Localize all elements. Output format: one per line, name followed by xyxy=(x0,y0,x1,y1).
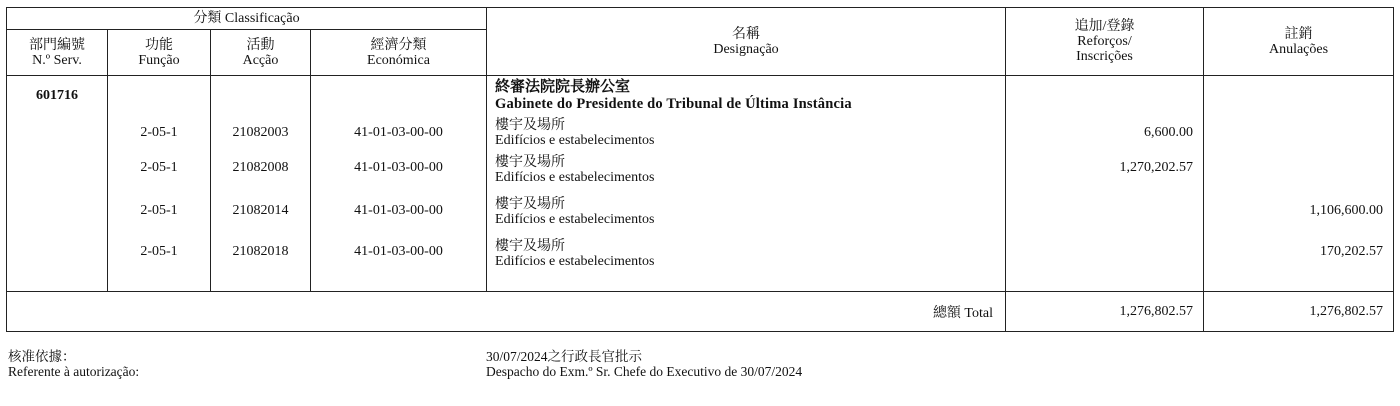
total-row xyxy=(7,292,1394,332)
despacho-pt: Despacho do Exm.º Sr. Chefe do Executivo de 30/07/2024 xyxy=(486,364,803,379)
anulacao-cell: 170,202.57 xyxy=(1320,244,1384,259)
accao-column xyxy=(211,76,311,292)
total-reforcos: 1,276,802.57 xyxy=(1006,292,1204,332)
economica-cell: 41-01-03-00-00 xyxy=(354,125,443,140)
designacao-pt: Edifícios e estabelecimentos xyxy=(495,254,655,269)
economica-header xyxy=(311,30,487,76)
serv-header-zh: 部門編號 xyxy=(29,37,85,53)
authorization-label xyxy=(8,349,139,379)
designacao-zh: 樓宇及場所 xyxy=(495,155,566,170)
accao-header-zh: 活動 xyxy=(246,37,275,53)
authorization-label-zh: 核准依據： xyxy=(8,349,76,364)
accao-header xyxy=(211,30,311,76)
anulacao-cell xyxy=(1204,116,1393,158)
designacao-cell xyxy=(495,239,1005,281)
designacao-column xyxy=(487,76,1006,292)
anulacoes-header xyxy=(1204,8,1394,76)
accao-cell: 21082018 xyxy=(232,244,289,259)
budget-table xyxy=(6,7,1394,332)
reforco-cell xyxy=(1006,242,1203,284)
despacho-reference xyxy=(486,349,802,379)
economica-cell: 41-01-03-00-00 xyxy=(354,160,443,175)
designacao-header-zh: 名稱 xyxy=(732,26,761,42)
anulacoes-header-zh: 註銷 xyxy=(1284,26,1313,42)
header-row-1 xyxy=(7,8,1394,30)
funcao-cell: 2-05-1 xyxy=(140,244,178,259)
designacao-cell xyxy=(495,113,1005,155)
anulacoes-column xyxy=(1204,76,1394,292)
serv-header-pt: N.º Serv. xyxy=(32,52,82,68)
funcao-cell: 2-05-1 xyxy=(140,160,178,175)
classification-header: 分類 Classificação xyxy=(7,8,487,30)
economica-header-zh: 經濟分類 xyxy=(370,37,427,53)
total-label: 總額 Total xyxy=(7,292,1006,332)
designacao-cell xyxy=(495,155,1005,197)
designacao-zh: 樓宇及場所 xyxy=(495,118,566,133)
economica-cell: 41-01-03-00-00 xyxy=(354,244,443,259)
reforcos-header xyxy=(1006,8,1204,76)
anulacao-cell: 1,106,600.00 xyxy=(1309,203,1384,218)
accao-cell: 21082008 xyxy=(232,160,289,175)
designacao-zh: 樓宇及場所 xyxy=(495,239,566,254)
economica-cell: 41-01-03-00-00 xyxy=(354,203,443,218)
serv-header xyxy=(7,30,108,76)
service-title-pt: Gabinete do Presidente do Tribunal de Última Instância xyxy=(495,96,852,112)
funcao-cell: 2-05-1 xyxy=(140,125,178,140)
service-title-zh: 終審法院院長辦公室 xyxy=(495,79,631,95)
anulacoes-header-pt: Anulações xyxy=(1268,41,1329,57)
reforcos-header-pt2: Inscrições xyxy=(1076,49,1133,64)
reforco-cell xyxy=(1006,200,1203,242)
designacao-cell xyxy=(495,197,1005,239)
designacao-pt: Edifícios e estabelecimentos xyxy=(495,212,655,227)
despacho-zh: 30/07/2024之行政長官批示 xyxy=(486,349,643,364)
designacao-pt: Edifícios e estabelecimentos xyxy=(495,133,655,148)
reforcos-header-zh: 追加/登錄 xyxy=(1074,19,1135,34)
economica-column xyxy=(311,76,487,292)
reforcos-column xyxy=(1006,76,1204,292)
funcao-column xyxy=(108,76,211,292)
designacao-header xyxy=(487,8,1006,76)
body-row xyxy=(7,76,1394,292)
total-anulacoes: 1,276,802.57 xyxy=(1204,292,1394,332)
reforcos-header-pt1: Reforços/ xyxy=(1077,34,1132,49)
economica-header-pt: Económica xyxy=(367,52,430,68)
accao-cell: 21082014 xyxy=(232,203,289,218)
anulacao-cell xyxy=(1204,158,1393,200)
accao-header-pt: Acção xyxy=(242,52,279,68)
designacao-pt: Edifícios e estabelecimentos xyxy=(495,170,655,185)
funcao-header-zh: 功能 xyxy=(145,37,173,53)
reforco-cell: 1,270,202.57 xyxy=(1119,160,1194,175)
service-code: 601716 xyxy=(7,76,108,292)
designacao-header-pt: Designação xyxy=(713,41,779,57)
authorization-label-pt: Referente à autorização: xyxy=(8,364,140,379)
designacao-zh: 樓宇及場所 xyxy=(495,197,566,212)
accao-cell: 21082003 xyxy=(232,125,289,140)
funcao-header-pt: Função xyxy=(138,52,180,68)
funcao-header xyxy=(108,30,211,76)
reforco-cell: 6,600.00 xyxy=(1144,125,1194,140)
funcao-cell: 2-05-1 xyxy=(140,203,178,218)
